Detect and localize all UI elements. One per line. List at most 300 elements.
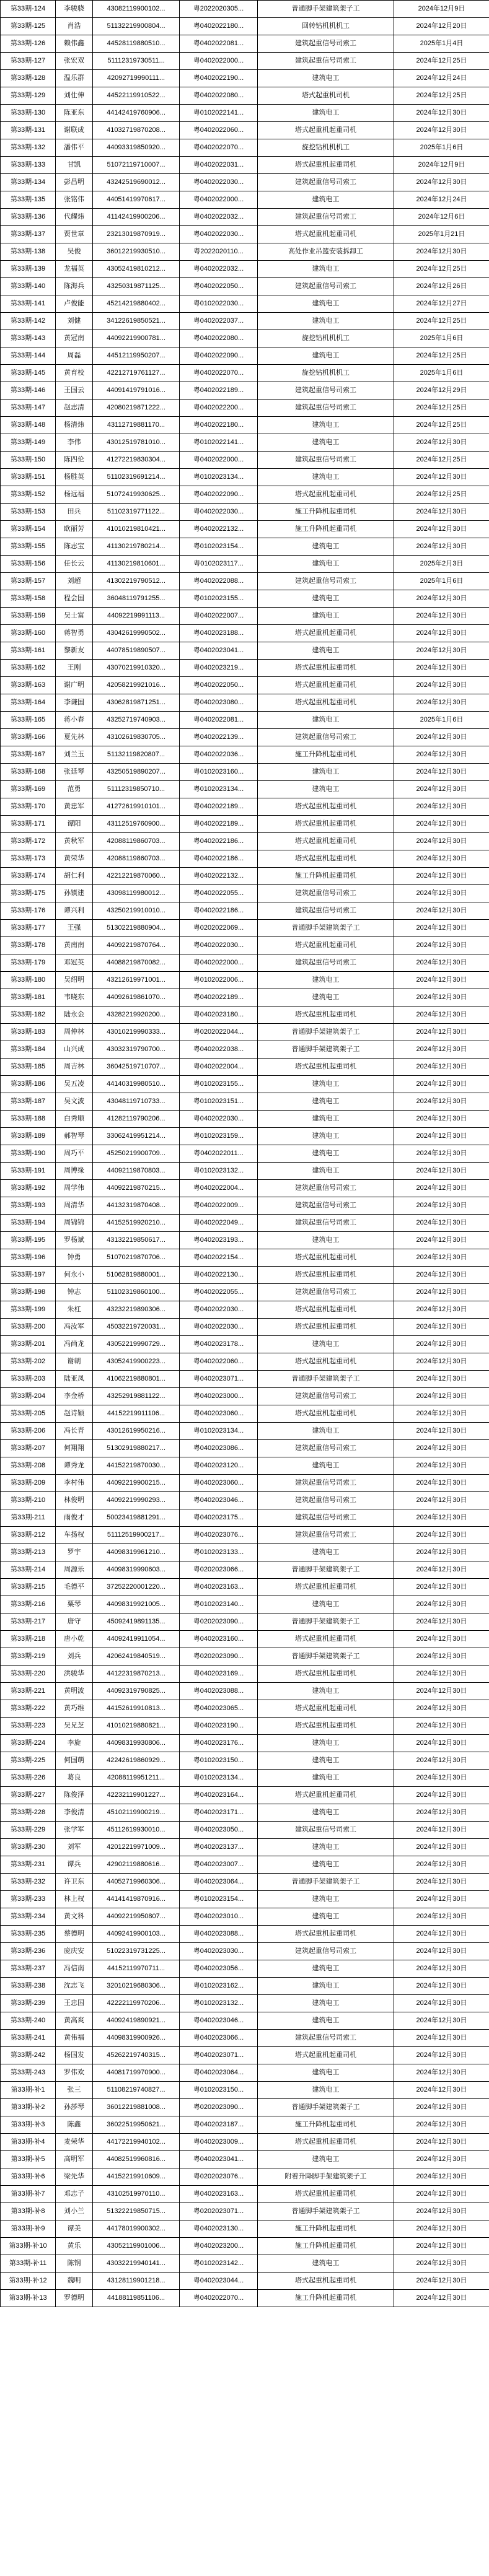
job-type-cell: 普通脚手架建筑架子工 [258,1648,394,1666]
certificate-number-cell: 粤0402022190... [180,70,258,87]
table-row [1,2186,489,2203]
certificate-number-cell: 粤0402023188... [180,625,258,642]
id-number-cell: 43232219890306... [93,1301,180,1319]
name-cell: 杨国发 [56,2047,93,2064]
id-number-cell: 43070219910320... [93,660,180,677]
table-row [1,452,489,469]
serial-cell: 第33期-补7 [1,2186,56,2203]
date-cell: 2024年12月30日 [394,989,489,1006]
name-cell: 温乐群 [56,70,93,87]
name-cell: 吴五凌 [56,1076,93,1093]
job-type-cell: 施工升降机起重司机 [258,2290,394,2307]
table-row [1,1111,489,1128]
certificate-number-cell: 粤0402022000... [180,954,258,972]
id-number-cell: 51112519900217... [93,1527,180,1544]
id-number-cell: 44093319850920... [93,139,180,157]
serial-cell: 第33期-148 [1,417,56,434]
table-row [1,1995,489,2012]
name-cell: 陈四伦 [56,452,93,469]
table-row [1,434,489,452]
serial-cell: 第33期-155 [1,538,56,556]
table-row [1,1024,489,1041]
serial-cell: 第33期-175 [1,885,56,902]
id-number-cell: 45102119900219... [93,1804,180,1822]
serial-cell: 第33期-203 [1,1371,56,1388]
date-cell: 2024年12月30日 [394,1371,489,1388]
id-number-cell: 44092219870215... [93,1180,180,1197]
date-cell: 2024年12月30日 [394,2082,489,2099]
serial-cell: 第33期-159 [1,608,56,625]
certificate-number-cell: 粤0402022000... [180,452,258,469]
date-cell: 2024年12月25日 [394,53,489,70]
id-number-cell: 41130219810601... [93,556,180,573]
id-number-cell: 41282119790206... [93,1111,180,1128]
certificate-number-cell: 粤0402023076... [180,1527,258,1544]
certificate-number-cell: 粤0402023130... [180,2220,258,2238]
certificate-number-cell: 粤0402022180... [180,18,258,35]
job-type-cell: 建筑电工 [258,70,394,87]
date-cell: 2024年12月30日 [394,1006,489,1024]
table-row [1,1770,489,1787]
id-number-cell: 44188119851106... [93,2290,180,2307]
serial-cell: 第33期-156 [1,556,56,573]
certificate-number-cell: 粤0402022081... [180,712,258,729]
name-cell: 刘军 [56,1839,93,1856]
serial-cell: 第33期-128 [1,70,56,87]
table-row [1,660,489,677]
table-row [1,1267,489,1284]
date-cell: 2024年12月30日 [394,2255,489,2273]
certificate-number-cell: 粤0202023071... [180,2203,258,2220]
certificate-number-cell: 粤0402023164... [180,1787,258,1804]
certificate-number-cell: 粤0402022055... [180,1284,258,1301]
name-cell: 谭阳 [56,816,93,833]
certificate-number-cell: 粤0102022030... [180,295,258,313]
serial-cell: 第33期-146 [1,382,56,399]
id-number-cell: 51022319731225... [93,1943,180,1960]
table-row [1,1683,489,1700]
name-cell: 陈钢 [56,2255,93,2273]
serial-cell: 第33期-193 [1,1197,56,1215]
serial-cell: 第33期-167 [1,746,56,764]
table-row [1,816,489,833]
id-number-cell: 43252919881122... [93,1388,180,1405]
certificate-number-cell: 粤0402023200... [180,2238,258,2255]
job-type-cell: 建筑电工 [258,989,394,1006]
id-number-cell: 43052119901006... [93,2238,180,2255]
name-cell: 周巧平 [56,1145,93,1163]
date-cell: 2024年12月30日 [394,746,489,764]
job-type-cell: 建筑起重信号司索工 [258,1215,394,1232]
id-number-cell: 36012219881008... [93,2099,180,2116]
certificate-number-cell: 粤0102023140... [180,1596,258,1613]
certificate-number-cell: 粤0402023187... [180,2116,258,2134]
id-number-cell: 44092219991113... [93,608,180,625]
id-number-cell: 42062419840519... [93,1648,180,1666]
date-cell: 2024年12月30日 [394,2012,489,2030]
name-cell: 黄忠军 [56,798,93,816]
date-cell: 2024年12月30日 [394,833,489,850]
job-type-cell: 建筑电工 [258,1995,394,2012]
serial-cell: 第33期-182 [1,1006,56,1024]
job-type-cell: 建筑起重信号司索工 [258,209,394,226]
name-cell: 陈志宝 [56,538,93,556]
certificate-number-cell: 粤0402022070... [180,2290,258,2307]
id-number-cell: 43112719881170... [93,417,180,434]
job-type-cell: 普通脚手架建筑架子工 [258,1613,394,1631]
job-type-cell: 建筑电工 [258,1093,394,1111]
certificate-number-cell: 粤0402022000... [180,191,258,209]
serial-cell: 第33期-补11 [1,2255,56,2273]
id-number-cell: 41010219880821... [93,1718,180,1735]
date-cell: 2024年12月25日 [394,313,489,330]
name-cell: 黄育校 [56,365,93,382]
name-cell: 李俊清 [56,1804,93,1822]
job-type-cell: 建筑电工 [258,2012,394,2030]
job-type-cell: 建筑电工 [258,1908,394,1926]
serial-cell: 第33期-202 [1,1353,56,1371]
date-cell: 2024年12月30日 [394,1319,489,1336]
job-type-cell: 建筑电工 [258,1145,394,1163]
name-cell: 魏明 [56,2273,93,2290]
serial-cell: 第33期-135 [1,191,56,209]
certificate-number-cell: 粤0402022090... [180,486,258,504]
job-type-cell: 建筑起重信号司索工 [258,1509,394,1527]
name-cell: 龙福英 [56,261,93,278]
serial-cell: 第33期-132 [1,139,56,157]
date-cell: 2024年12月30日 [394,1423,489,1440]
table-row [1,174,489,191]
table-row [1,243,489,261]
id-number-cell: 51302919880217... [93,1440,180,1457]
serial-cell: 第33期-199 [1,1301,56,1319]
name-cell: 杨远福 [56,486,93,504]
certificate-number-cell: 粤0402022070... [180,139,258,157]
certificate-number-cell: 粤0402022060... [180,1353,258,1371]
table-row [1,1978,489,1995]
id-number-cell: 50023419881291... [93,1509,180,1527]
certificate-number-cell: 粤0402022180... [180,417,258,434]
table-row [1,538,489,556]
certificate-number-cell: 粤0402022030... [180,1319,258,1336]
table-row [1,1631,489,1648]
id-number-cell: 44098319900926... [93,2030,180,2047]
job-type-cell: 旋挖钻机机机工 [258,139,394,157]
job-type-cell: 塔式起重机起重司机 [258,1718,394,1735]
job-type-cell: 建筑起重信号司索工 [258,729,394,746]
date-cell: 2025年1月6日 [394,139,489,157]
job-type-cell: 建筑电工 [258,1683,394,1700]
certificate-number-cell: 粤0102023155... [180,1076,258,1093]
id-number-cell: 42058219921016... [93,677,180,694]
job-type-cell: 建筑电工 [258,2064,394,2082]
job-type-cell: 建筑电工 [258,1596,394,1613]
certificate-number-cell: 粤0102023154... [180,538,258,556]
table-row [1,226,489,243]
table-row [1,850,489,868]
name-cell: 陈海兵 [56,278,93,295]
job-type-cell: 建筑电工 [258,1457,394,1475]
id-number-cell: 41062219880801... [93,1371,180,1388]
table-row [1,347,489,365]
id-number-cell: 44152219870030... [93,1457,180,1475]
name-cell: 孙镇建 [56,885,93,902]
job-type-cell: 施工升降机起重司机 [258,2116,394,2134]
id-number-cell: 51112319850710... [93,781,180,798]
name-cell: 张宏双 [56,53,93,70]
name-cell: 冯长青 [56,1423,93,1440]
id-number-cell: 44051419970617... [93,191,180,209]
serial-cell: 第33期-补8 [1,2203,56,2220]
job-type-cell: 塔式起重机起重司机 [258,816,394,833]
table-row [1,1874,489,1891]
certificate-number-cell: 粤0202022069... [180,920,258,937]
job-type-cell: 建筑电工 [258,1891,394,1908]
name-cell: 蒋小春 [56,712,93,729]
certificate-number-cell: 粤0402022132... [180,868,258,885]
certificate-number-cell: 粤0202023090... [180,1613,258,1631]
table-row [1,1319,489,1336]
table-row [1,399,489,417]
table-row [1,1891,489,1908]
id-number-cell: 42212219870060... [93,868,180,885]
table-row [1,105,489,122]
serial-cell: 第33期-176 [1,902,56,920]
job-type-cell: 建筑起重信号司索工 [258,954,394,972]
name-cell: 张铭伟 [56,191,93,209]
serial-cell: 第33期-209 [1,1475,56,1492]
job-type-cell: 塔式起重机起重司机 [258,1631,394,1648]
id-number-cell: 51132219900804... [93,18,180,35]
id-number-cell: 44152119970711... [93,1960,180,1978]
date-cell: 2024年12月30日 [394,694,489,712]
date-cell: 2024年12月25日 [394,486,489,504]
date-cell: 2024年12月30日 [394,1908,489,1926]
job-type-cell: 建筑电工 [258,1111,394,1128]
table-row [1,764,489,781]
date-cell: 2024年12月30日 [394,1388,489,1405]
job-type-cell: 建筑电工 [258,642,394,660]
certificate-number-cell: 粤0402022055... [180,885,258,902]
job-type-cell: 旋挖钻机机机工 [258,365,394,382]
serial-cell: 第33期-145 [1,365,56,382]
serial-cell: 第33期-178 [1,937,56,954]
date-cell: 2024年12月30日 [394,1683,489,1700]
serial-cell: 第33期-183 [1,1024,56,1041]
serial-cell: 第33期-196 [1,1249,56,1267]
date-cell: 2024年12月30日 [394,764,489,781]
certificate-number-cell: 粤0402023176... [180,1735,258,1752]
table-row [1,1215,489,1232]
certificate-number-cell: 粤0402023056... [180,1960,258,1978]
serial-cell: 第33期-242 [1,2047,56,2064]
id-number-cell: 43062819871251... [93,694,180,712]
name-cell: 李谦国 [56,694,93,712]
name-cell: 冯尚龙 [56,1336,93,1353]
date-cell: 2024年12月30日 [394,954,489,972]
serial-cell: 第33期-192 [1,1180,56,1197]
serial-cell: 第33期-177 [1,920,56,937]
date-cell: 2024年12月30日 [394,1076,489,1093]
table-row [1,1076,489,1093]
table-row [1,1006,489,1024]
date-cell: 2024年12月30日 [394,1648,489,1666]
certificate-number-cell: 粤0402023000... [180,1388,258,1405]
id-number-cell: 44098319961210... [93,1544,180,1561]
job-type-cell: 建筑起重信号司索工 [258,885,394,902]
date-cell: 2024年12月30日 [394,1822,489,1839]
name-cell: 张廷琴 [56,764,93,781]
table-row [1,1856,489,1874]
date-cell: 2024年12月30日 [394,1787,489,1804]
date-cell: 2024年12月30日 [394,1440,489,1457]
certificate-number-cell: 粤0402022186... [180,902,258,920]
serial-cell: 第33期-217 [1,1613,56,1631]
table-row [1,2151,489,2168]
table-row [1,1579,489,1596]
serial-cell: 第33期-139 [1,261,56,278]
id-number-cell: 45112619930010... [93,1822,180,1839]
job-type-cell: 建筑电工 [258,1752,394,1770]
table-row [1,1908,489,1926]
job-type-cell: 塔式起重机起重司机 [258,2134,394,2151]
certificate-number-cell: 粤0102023162... [180,1978,258,1995]
date-cell: 2024年12月30日 [394,1544,489,1561]
table-row [1,1596,489,1613]
certificate-number-cell: 粤0402023046... [180,1492,258,1509]
certificate-number-cell: 粤0402023041... [180,642,258,660]
date-cell: 2024年12月29日 [394,382,489,399]
date-cell: 2024年12月30日 [394,2290,489,2307]
serial-cell: 第33期-220 [1,1666,56,1683]
job-type-cell: 塔式起重机起重司机 [258,694,394,712]
job-type-cell: 施工升降机起重司机 [258,521,394,538]
name-cell: 杨清炜 [56,417,93,434]
certificate-number-cell: 粤0402022009... [180,1197,258,1215]
job-type-cell: 建筑起重信号司索工 [258,35,394,53]
table-row [1,590,489,608]
serial-cell: 第33期-239 [1,1995,56,2012]
certificate-number-cell: 粤0402023066... [180,2030,258,2047]
certificate-number-cell: 粤0402022000... [180,53,258,70]
table-row [1,2134,489,2151]
table-row [1,1059,489,1076]
serial-cell: 第33期-153 [1,504,56,521]
id-number-cell: 43042619990502... [93,625,180,642]
serial-cell: 第33期-190 [1,1145,56,1163]
table-row [1,1804,489,1822]
date-cell: 2024年12月30日 [394,2151,489,2168]
job-type-cell: 普通脚手架建筑架子工 [258,2099,394,2116]
table-row [1,209,489,226]
date-cell: 2024年12月30日 [394,1926,489,1943]
job-type-cell: 建筑电工 [258,2255,394,2273]
certificate-number-cell: 粤0402022011... [180,1145,258,1163]
date-cell: 2024年12月30日 [394,660,489,677]
certificate-number-cell: 粤0102023133... [180,1544,258,1561]
table-row [1,2255,489,2273]
id-number-cell: 43212619971001... [93,972,180,989]
certificate-number-cell: 粤0402023120... [180,1457,258,1475]
serial-cell: 第33期-127 [1,53,56,70]
table-row [1,798,489,816]
id-number-cell: 45262219740315... [93,2047,180,2064]
id-number-cell: 42222119970206... [93,1995,180,2012]
id-number-cell: 41272219830304... [93,452,180,469]
name-cell: 周吉林 [56,1059,93,1076]
id-number-cell: 44178019900302... [93,2220,180,2238]
date-cell: 2024年12月30日 [394,469,489,486]
id-number-cell: 44091419791016... [93,382,180,399]
id-number-cell: 42012219971009... [93,1839,180,1856]
job-type-cell: 普通脚手架建筑架子工 [258,1371,394,1388]
certificate-number-cell: 粤0402022030... [180,1301,258,1319]
table-row [1,954,489,972]
id-number-cell: 44122319870213... [93,1666,180,1683]
job-type-cell: 建筑起重信号司索工 [258,1197,394,1215]
date-cell: 2024年12月30日 [394,1700,489,1718]
id-number-cell: 43102519970110... [93,2186,180,2203]
certificate-number-cell: 粤0402022186... [180,850,258,868]
name-cell: 肖浩 [56,18,93,35]
serial-cell: 第33期-188 [1,1111,56,1128]
date-cell: 2024年12月30日 [394,1232,489,1249]
serial-cell: 第33期-198 [1,1284,56,1301]
id-number-cell: 43082119900102... [93,1,180,18]
job-type-cell: 建筑起重信号司索工 [258,452,394,469]
id-number-cell: 43250219910010... [93,902,180,920]
name-cell: 沈志飞 [56,1978,93,1995]
table-row [1,972,489,989]
table-row [1,365,489,382]
serial-cell: 第33期-129 [1,87,56,105]
date-cell: 2024年12月30日 [394,1284,489,1301]
table-row [1,902,489,920]
date-cell: 2024年12月30日 [394,1735,489,1752]
date-cell: 2024年12月30日 [394,2168,489,2186]
name-cell: 邓冠英 [56,954,93,972]
table-row [1,139,489,157]
table-row [1,677,489,694]
job-type-cell: 建筑起重信号司索工 [258,2030,394,2047]
certificate-number-cell: 粤0402022030... [180,174,258,191]
id-number-cell: 41130219780214... [93,538,180,556]
certificate-number-cell: 粤0402022031... [180,157,258,174]
date-cell: 2024年12月30日 [394,1336,489,1353]
name-cell: 杨胜英 [56,469,93,486]
table-row [1,2168,489,2186]
name-cell: 欧丽芳 [56,521,93,538]
job-type-cell: 普通脚手架建筑架子工 [258,1024,394,1041]
certificate-number-cell: 粤0202023076... [180,2168,258,2186]
date-cell: 2024年12月30日 [394,2273,489,2290]
date-cell: 2024年12月30日 [394,1527,489,1544]
certificate-number-cell: 粤0402022080... [180,330,258,347]
certificate-number-cell: 粤0402022032... [180,261,258,278]
certificate-number-cell: 粤0202023090... [180,1648,258,1666]
job-type-cell: 普通脚手架建筑架子工 [258,1874,394,1891]
date-cell: 2024年12月30日 [394,902,489,920]
job-type-cell: 建筑起重信号司索工 [258,278,394,295]
job-type-cell: 建筑电工 [258,1804,394,1822]
certificate-number-cell: 粤0402023160... [180,1631,258,1648]
name-cell: 黄冠南 [56,330,93,347]
serial-cell: 第33期-150 [1,452,56,469]
date-cell: 2024年12月6日 [394,209,489,226]
name-cell: 程会国 [56,590,93,608]
name-cell: 吴兄芝 [56,1718,93,1735]
serial-cell: 第33期-223 [1,1718,56,1735]
